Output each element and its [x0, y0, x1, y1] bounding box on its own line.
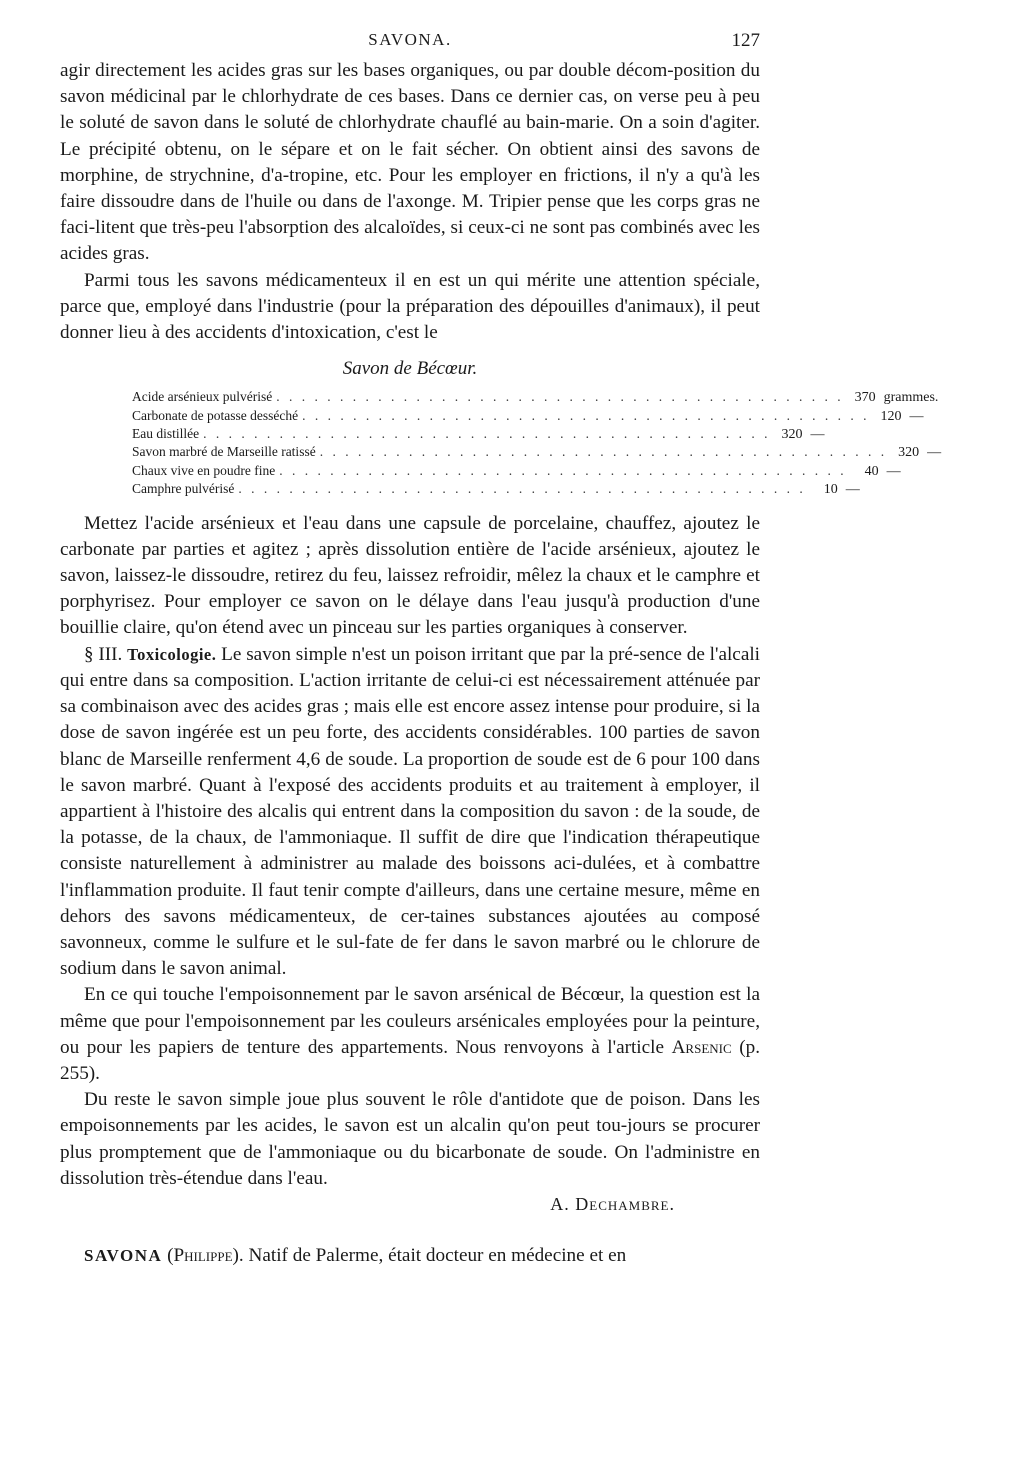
ingredient-unit: — — [886, 463, 901, 479]
leader-dots: . . . . . . . . . . . . . . . . . . . . . . . . . . . . . . . . . . . . . . . . . . . . . — [238, 481, 806, 497]
ingredient-quantity: 320 — [898, 445, 920, 461]
footer-smudge — [538, 1442, 598, 1446]
section-body: Le savon simple n'est un poison irritant que par la pré-sence de l'alcali qui entre dans sa composition. L'action irritante de celui-ci est nécessairement atténuée par sa combinaison avec des acides gras ; mais elle est encore assez intense pour produire, si la dose de savon ingérée est un peu forte, des accidents considérables. 100 parties de savon blanc de Marseille renferment 4,6 de soude. La proportion de soude est de 6 pour 100 dans le savon marbré. Quant à l'exposé des accidents produits et au traitement à employer, il appartient à l'histoire des alcalis qui entrent dans la composition du savon : de la soude, de la potasse, de la chaux, de l'ammoniaque. Il suffit de dire que l'indication thérapeutique consiste naturellement à administrer au malade des boissons aci-dulées, et à combattre l'inflammation produite. Il faut tenir compte d'ailleurs, dans une certaine mesure, même en dehors des savons médicamenteux, de cer-taines substances ajoutées au composé savonneux, comme le sulfure et le sul-fate de fer dans le savon marbré ou le chlorure de sodium dans le savon animal. — [60, 643, 761, 980]
cross-reference: Arsenic — [671, 1036, 732, 1058]
recipe-row — [132, 443, 942, 461]
ingredient-unit: — — [909, 408, 924, 424]
recipe-row — [132, 388, 939, 406]
page-number: 127 — [731, 30, 760, 51]
next-entry — [60, 1243, 760, 1269]
ingredient-quantity: 320 — [781, 427, 803, 443]
recipe-row — [132, 462, 901, 480]
author-signature — [60, 1194, 760, 1215]
entry-text: Natif de Palerme, était docteur en médecine et en — [248, 1244, 627, 1266]
page — [60, 22, 942, 1269]
paragraph-arsenical — [60, 982, 760, 1087]
signature-name: Dechambre. — [575, 1193, 675, 1214]
paragraph-antidote: Du reste le savon simple joue plus souvent le rôle d'antidote que de poison. Dans les empoisonnements par les acides, le savon est un alcalin qu'on peut tou-jours se procurer plus promptement que de l'ammoniaque ou du bicarbonate de soude. On l'administre en dissolution très-étendue dans l'eau. — [60, 1089, 760, 1189]
paragraph-intro-becoeur: Parmi tous les savons médicamenteux il en est un qui mérite une attention spéciale, parce que, employé dans l'industrie (pour la préparation des dépouilles d'animaux), il peut donner lieu à des accidents d'intoxication, c'est le — [60, 269, 760, 344]
ingredient-quantity: 370 — [854, 390, 876, 406]
ingredient-unit: — — [810, 427, 825, 443]
leader-dots: . . . . . . . . . . . . . . . . . . . . . . . . . . . . . . . . . . . . . . . . . . . . . — [319, 444, 888, 460]
entry-headword: SAVONA — [84, 1245, 163, 1265]
ingredient-quantity: 40 — [864, 463, 879, 479]
ingredient-unit: — — [845, 482, 860, 498]
ingredient-name: Camphre pulvérisé — [132, 481, 235, 497]
recipe-list — [132, 388, 942, 498]
recipe-row — [132, 407, 924, 425]
section-number: III. — [98, 643, 123, 665]
recipe-row — [132, 480, 860, 498]
paragraph-text: En ce qui touche l'empoisonnement par le savon arsénical de Bécœur, la question est la même que pour l'empoisonnement par les couleurs arsénicales employées pour la peinture, ou pour les papiers de tenture des appartements. Nous renvoyons à l'article — [60, 984, 760, 1058]
recipe-title: Savon de Bécœur. — [342, 358, 478, 380]
ingredient-unit: — — [927, 445, 942, 461]
entry-forename: (Philippe). — [167, 1244, 244, 1266]
ingredient-name: Carbonate de potasse desséché — [132, 407, 299, 423]
running-head — [60, 22, 760, 58]
paragraph-toxicologie — [60, 642, 760, 983]
ingredient-name: Chaux vive en poudre fine — [132, 462, 276, 478]
page-reference: (p. 255). — [60, 1036, 760, 1084]
ingredient-unit: grammes. — [883, 390, 939, 406]
signature-initial: A. — [550, 1193, 570, 1214]
ingredient-name: Eau distillée — [132, 426, 200, 442]
leader-dots: . . . . . . . . . . . . . . . . . . . . . . . . . . . . . . . . . . . . . . . . . . . . . — [302, 407, 870, 423]
recipe-row — [132, 425, 825, 443]
leader-dots: . . . . . . . . . . . . . . . . . . . . . . . . . . . . . . . . . . . . . . . . . . . . . — [276, 389, 844, 405]
section-heading: Toxicologie. — [127, 644, 217, 664]
ingredient-quantity: 120 — [880, 408, 902, 424]
leader-dots: . . . . . . . . . . . . . . . . . . . . . . . . . . . . . . . . . . . . . . . . . . . . . — [279, 462, 847, 478]
running-title: SAVONA. — [368, 30, 452, 49]
leader-dots: . . . . . . . . . . . . . . . . . . . . . . . . . . . . . . . . . . . . . . . . . . . . . — [203, 426, 771, 442]
section-sign: § — [84, 643, 94, 665]
paragraph-preparation: Mettez l'acide arsénieux et l'eau dans une capsule de porcelaine, chauffez, ajoutez le carbonate par parties et agitez ; après dissolution entière de l'acide arsénieux, ajoutez le savon, laissez-le dissoudre, retirez du feu, laissez refroidir, mêlez la chaux et le camphre et porphyrisez. Pour employer ce savon on le délaye dans l'eau jusqu'à production d'une bouillie claire, qu'on étend avec un pinceau sur les parties organiques à conserver. — [60, 512, 760, 639]
ingredient-name: Savon marbré de Marseille ratissé — [132, 444, 316, 460]
ingredient-quantity: 10 — [823, 482, 838, 498]
paragraph-continuation: agir directement les acides gras sur les bases organiques, ou par double décom-position du savon médicinal par le chlorhydrate de ces bases. Dans ce dernier cas, on verse peu à peu le soluté de savon dans le soluté de chlorhydrate chauflé au bain-marie. On a soin d'agiter. Le précipité obtenu, on le sépare et on le fait sécher. On obtient ainsi des savons de morphine, de strychnine, d'a-tropine, etc. Pour les employer en frictions, il n'y a qu'à les faire dissoudre dans de l'huile ou dans de l'axonge. M. Tripier pense que les corps gras ne faci-litent que très-peu l'absorption des alcaloïdes, si ceux-ci ne sont pas combinés avec les acides gras. — [60, 60, 760, 265]
ingredient-name: Acide arsénieux pulvérisé — [132, 389, 273, 405]
